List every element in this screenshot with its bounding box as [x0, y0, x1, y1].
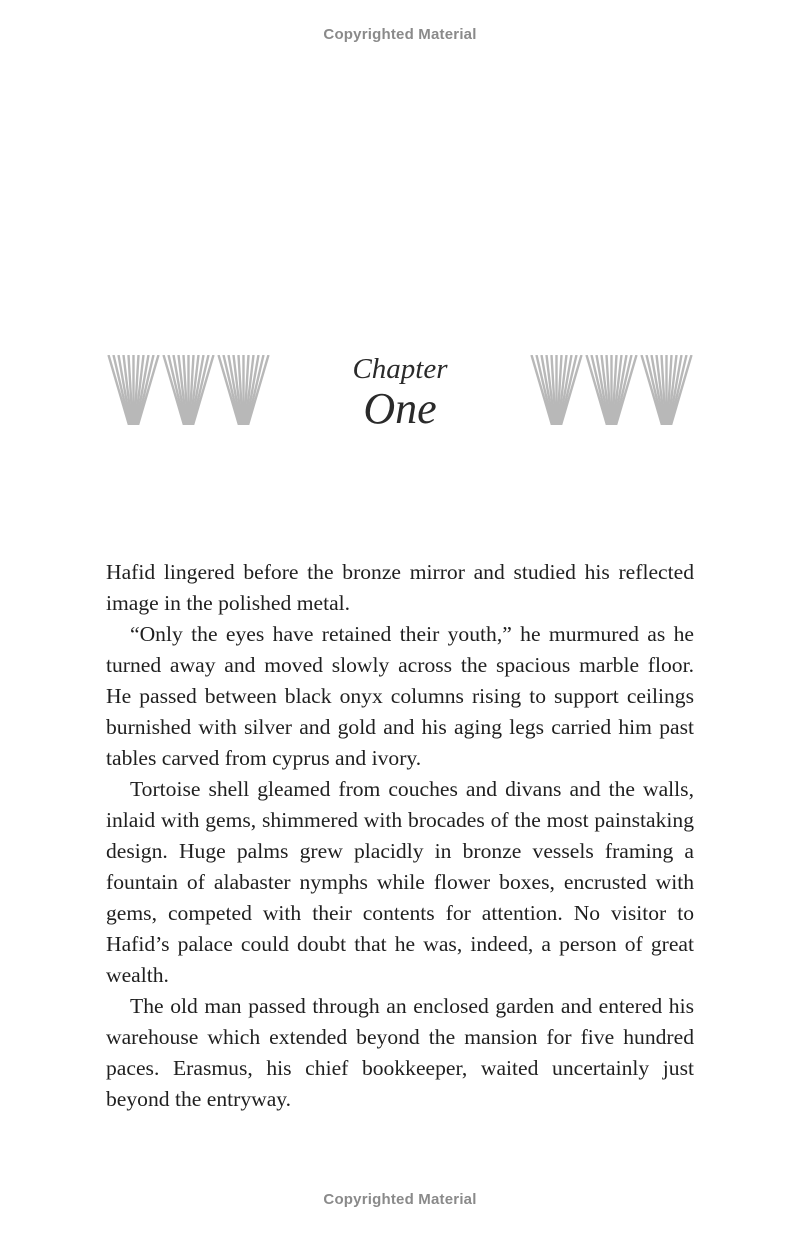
ornament-left [106, 355, 271, 425]
copyright-watermark-bottom: Copyrighted Material [323, 1191, 477, 1208]
chapter-number: One [363, 384, 437, 433]
copyright-watermark-top: Copyrighted Material [323, 26, 477, 43]
chapter-body [106, 557, 694, 1115]
paragraph: Hafid lingered before the bronze mirror and studied his reflected image in the polished metal. [106, 560, 694, 615]
ornament-right [529, 355, 694, 425]
paragraph: “Only the eyes have retained their youth,” he murmured as he turned away and moved slowly across the spacious marble floor. He passed between black onyx columns rising to support ceilings burnished with silver and gold and his aging legs carried him past tables carved from cyprus and ivory. [106, 622, 694, 770]
paragraph: Tortoise shell gleamed from couches and divans and the walls, inlaid with gems, shimmered with brocades of the most painstaking design. Huge palms grew placidly in bronze vessels framing a fountain of alabaster nymphs while flower boxes, encrusted with gems, competed with their contents for attention. No visitor to Hafid’s palace could doubt that he was, indeed, a person of great wealth. [106, 777, 694, 987]
chapter-label: Chapter [352, 353, 448, 385]
paragraph: The old man passed through an enclosed garden and entered his warehouse which extended beyond the mansion for five hundred paces. Erasmus, his chief bookkeeper, waited uncertainly just beyond the entryway. [106, 994, 694, 1111]
chapter-heading [0, 350, 800, 433]
